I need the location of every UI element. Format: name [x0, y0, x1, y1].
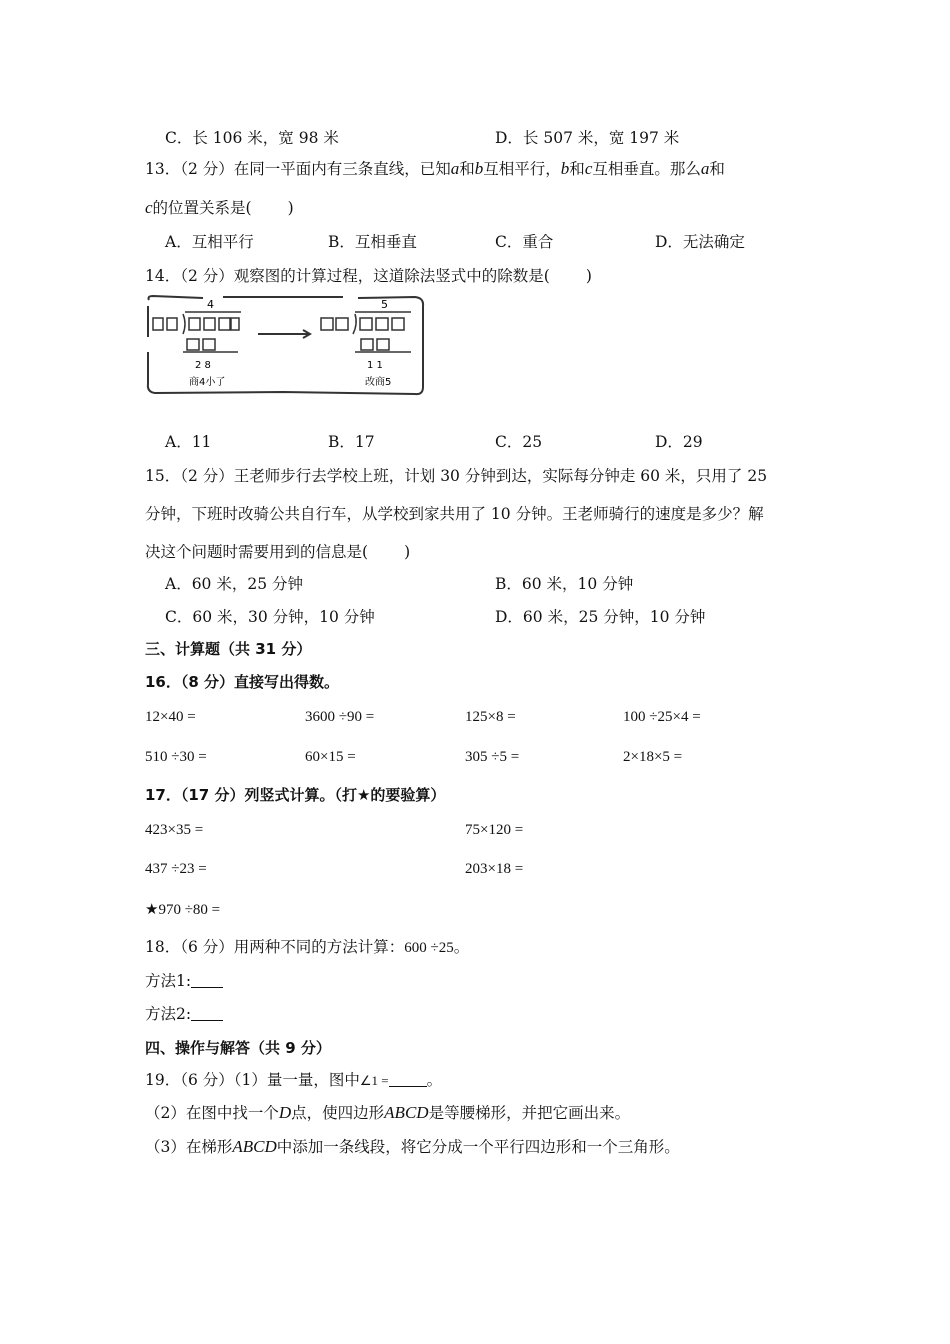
- q15-option-d: D．60 米，25 分钟，10 分钟: [495, 608, 706, 626]
- q17-expr-2: 75×120 =: [465, 822, 524, 838]
- q18-stem: 18．（6 分）用两种不同的方法计算：600 ÷25。: [145, 938, 470, 956]
- q18-method-2: 方法2:: [145, 1002, 223, 1024]
- q13-stem-line1: 13．（2 分）在同一平面内有三条直线，已知a和b互相平行，b和c互相垂直。那么a和: [145, 159, 725, 178]
- q17-expr-1: 423×35 =: [145, 822, 204, 838]
- right-caption: 改商5: [365, 377, 392, 388]
- q15-option-a: A．60 米，25 分钟: [165, 575, 303, 593]
- q15-stem-line3: 决这个问题时需要用到的信息是( ): [145, 543, 411, 561]
- q17-expr-5: ★970 ÷80 =: [145, 902, 221, 918]
- left-dividend-boxes: [153, 314, 239, 352]
- q16-stem: 16．（8 分）直接写出得数。: [145, 673, 340, 691]
- right-quotient: 5: [381, 298, 388, 311]
- right-under: 1 1: [367, 360, 383, 371]
- q17-stem: 17．（17 分）列竖式计算。（打★的要验算）: [145, 786, 446, 804]
- q14-option-b: B．17: [328, 433, 375, 451]
- q17-expr-4: 203×18 =: [465, 861, 524, 877]
- q15-option-c: C．60 米，30 分钟，10 分钟: [165, 608, 375, 626]
- section-4-heading: 四、操作与解答（共 9 分）: [145, 1039, 331, 1057]
- q14-option-a: A．11: [165, 433, 212, 451]
- q16-expr-5: 510 ÷30 =: [145, 749, 207, 765]
- q13-option-c: C．重合: [495, 233, 554, 251]
- q16-expr-7: 305 ÷5 =: [465, 749, 520, 765]
- q15-stem-line1: 15．（2 分）王老师步行去学校上班，计划 30 分钟到达，实际每分钟走 60 米，只用了 25: [145, 467, 768, 485]
- q14-option-c: C．25: [495, 433, 543, 451]
- q18-method-1: 方法1:: [145, 969, 223, 991]
- q13-option-a: A．互相平行: [165, 233, 254, 251]
- q16-expr-2: 3600 ÷90 =: [305, 709, 375, 725]
- q19-line1: 19．（6 分）（1）量一量，图中∠1 = 。: [145, 1071, 443, 1089]
- q16-expr-4: 100 ÷25×4 =: [623, 709, 701, 725]
- q14-division-figure: [143, 292, 428, 400]
- left-quotient: 4: [207, 298, 214, 311]
- section-3-heading: 三、计算题（共 31 分）: [145, 640, 312, 658]
- q13-option-d: D．无法确定: [655, 233, 745, 251]
- q12-option-d: D．长 507 米，宽 197 米: [495, 129, 680, 147]
- q14-stem: 14．（2 分）观察图的计算过程，这道除法竖式中的除数是( ): [145, 267, 592, 285]
- q14-option-d: D．29: [655, 433, 703, 451]
- q19-line2: （2）在图中找一个D点，使四边形ABCD是等腰梯形，并把它画出来。: [145, 1103, 631, 1122]
- q12-option-c: C．长 106 米，宽 98 米: [165, 129, 339, 147]
- q13-stem-line2: c的位置关系是( ): [145, 198, 294, 217]
- q16-expr-8: 2×18×5 =: [623, 749, 683, 765]
- q16-expr-3: 125×8 =: [465, 709, 516, 725]
- q16-expr-6: 60×15 =: [305, 749, 356, 765]
- q16-expr-1: 12×40 =: [145, 709, 196, 725]
- left-caption: 商4小了: [189, 377, 226, 388]
- q15-option-b: B．60 米，10 分钟: [495, 575, 634, 593]
- right-dividend-boxes: [321, 314, 411, 352]
- q17-expr-3: 437 ÷23 =: [145, 861, 207, 877]
- q13-option-b: B．互相垂直: [328, 233, 417, 251]
- q19-line3: （3）在梯形ABCD中添加一条线段，将它分成一个平行四边形和一个三角形。: [145, 1137, 680, 1156]
- left-under: 2 8: [195, 360, 211, 371]
- q15-stem-line2: 分钟，下班时改骑公共自行车，从学校到家共用了 10 分钟。王老师骑行的速度是多少？解: [145, 505, 764, 523]
